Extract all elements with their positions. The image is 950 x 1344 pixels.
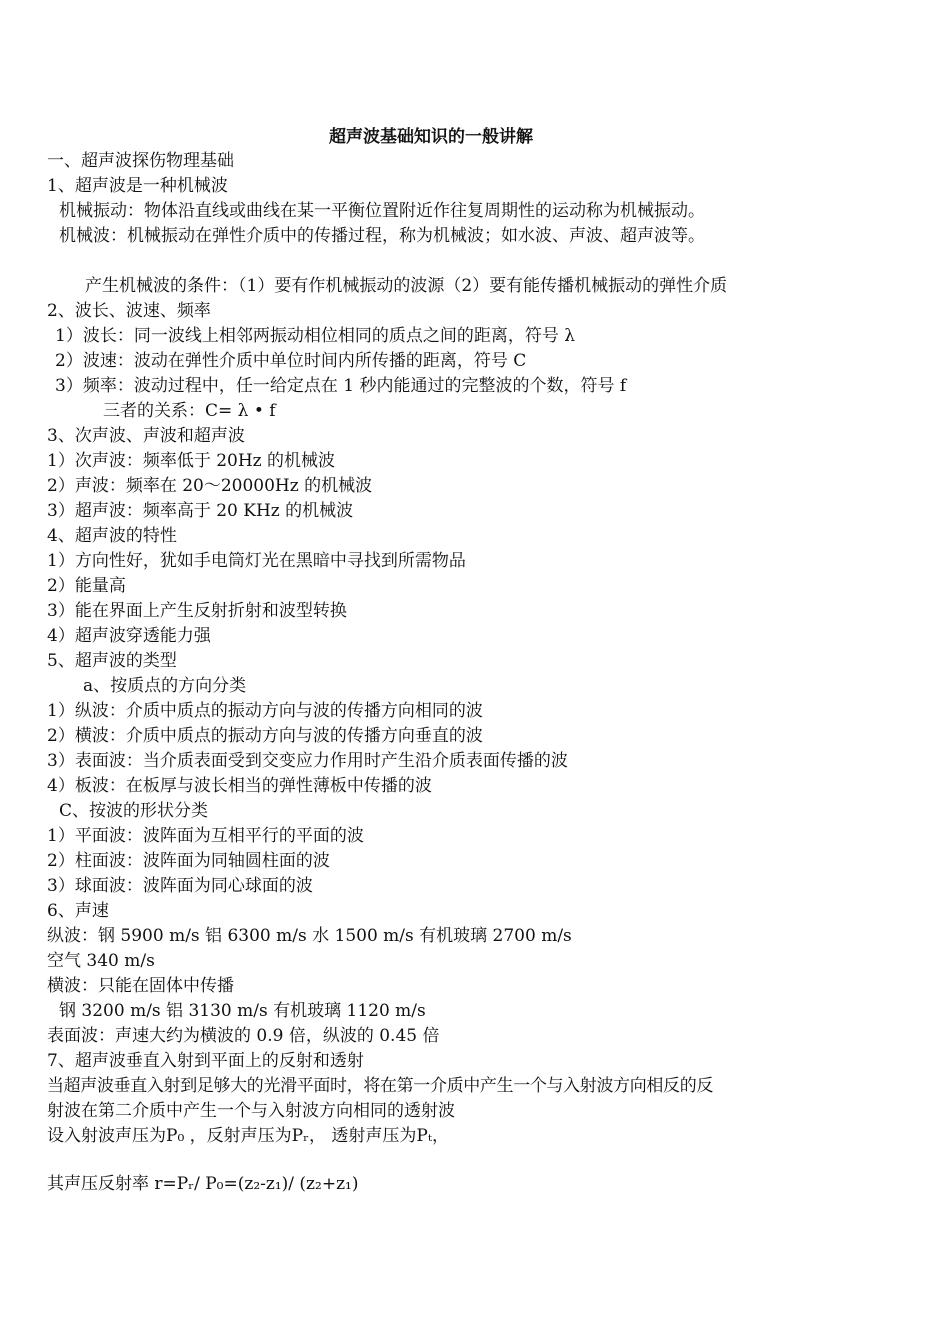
speed-line: 空气 340 m/s xyxy=(47,951,155,971)
list-item: 1）平面波：波阵面为互相平行的平面的波 xyxy=(47,826,364,846)
list-item: 1）纵波：介质中质点的振动方向与波的传播方向相同的波 xyxy=(47,701,483,721)
speed-line: 纵波：钢 5900 m/s 铝 6300 m/s 水 1500 m/s 有机玻璃 2700 m/s xyxy=(47,926,572,946)
condition-line: 产生机械波的条件：（1）要有作机械振动的波源（2）要有能传播机械振动的弹性介质 xyxy=(85,276,728,296)
speed-line: 横波：只能在固体中传播 xyxy=(47,976,234,996)
list-item: 2）横波：介质中质点的振动方向与波的传播方向垂直的波 xyxy=(47,726,483,746)
subsection-heading: 4、超声波的特性 xyxy=(47,526,177,546)
list-item: 3）超声波：频率高于 20 KHz 的机械波 xyxy=(47,501,354,521)
subsection-heading: 6、声速 xyxy=(47,901,109,921)
subsection-heading: 2、波长、波速、频率 xyxy=(47,301,211,321)
paragraph-line: 射波在第二介质中产生一个与入射波方向相同的透射波 xyxy=(47,1101,455,1121)
subsection-heading: 5、超声波的类型 xyxy=(47,651,177,671)
category-heading: a、按质点的方向分类 xyxy=(83,676,247,696)
subsection-heading: 1、超声波是一种机械波 xyxy=(47,176,228,196)
definition-line: 机械振动：物体沿直线或曲线在某一平衡位置附近作往复周期性的运动称为机械振动。 xyxy=(59,201,705,221)
formula-line: 其声压反射率 r=Pᵣ/ P₀=(z₂-z₁)/ (z₂+z₁) xyxy=(47,1174,359,1194)
subsection-heading: 7、超声波垂直入射到平面上的反射和透射 xyxy=(47,1051,364,1071)
paragraph-line: 当超声波垂直入射到足够大的光滑平面时，将在第一介质中产生一个与入射波方向相反的反 xyxy=(47,1076,713,1096)
document-title: 超声波基础知识的一般讲解 xyxy=(329,127,533,147)
list-item: 2）能量高 xyxy=(47,576,126,596)
relation-line: 三者的关系：C= λ • f xyxy=(103,401,276,421)
list-item: 2）声波：频率在 20～20000Hz 的机械波 xyxy=(47,476,373,496)
speed-line: 钢 3200 m/s 铝 3130 m/s 有机玻璃 1120 m/s xyxy=(59,1001,426,1021)
document-body xyxy=(47,149,847,1197)
list-item: 1）波长：同一波线上相邻两振动相位相同的质点之间的距离，符号 λ xyxy=(55,326,575,346)
subsection-heading: 3、次声波、声波和超声波 xyxy=(47,426,245,446)
section-heading: 一、超声波探伤物理基础 xyxy=(47,151,234,171)
list-item: 1）方向性好，犹如手电筒灯光在黑暗中寻找到所需物品 xyxy=(47,551,466,571)
category-heading: C、按波的形状分类 xyxy=(59,801,209,821)
formula-line: 设入射波声压为P₀ ，反射声压为Pᵣ， 透射声压为Pₜ， xyxy=(47,1126,450,1146)
list-item: 3）频率：波动过程中，任一给定点在 1 秒内能通过的完整波的个数，符号 f xyxy=(55,376,627,396)
list-item: 2）波速：波动在弹性介质中单位时间内所传播的距离，符号 C xyxy=(55,351,527,371)
blank-line xyxy=(47,1149,847,1172)
list-item: 4）超声波穿透能力强 xyxy=(47,626,211,646)
definition-line: 机械波：机械振动在弹性介质中的传播过程，称为机械波；如水波、声波、超声波等。 xyxy=(59,226,705,246)
list-item: 2）柱面波：波阵面为同轴圆柱面的波 xyxy=(47,851,330,871)
blank-line xyxy=(47,249,847,274)
list-item: 3）能在界面上产生反射折射和波型转换 xyxy=(47,601,347,621)
list-item: 3）球面波：波阵面为同心球面的波 xyxy=(47,876,313,896)
list-item: 4）板波：在板厚与波长相当的弹性薄板中传播的波 xyxy=(47,776,432,796)
list-item: 1）次声波：频率低于 20Hz 的机械波 xyxy=(47,451,336,471)
speed-line: 表面波：声速大约为横波的 0.9 倍，纵波的 0.45 倍 xyxy=(47,1026,440,1046)
list-item: 3）表面波：当介质表面受到交变应力作用时产生沿介质表面传播的波 xyxy=(47,751,568,771)
